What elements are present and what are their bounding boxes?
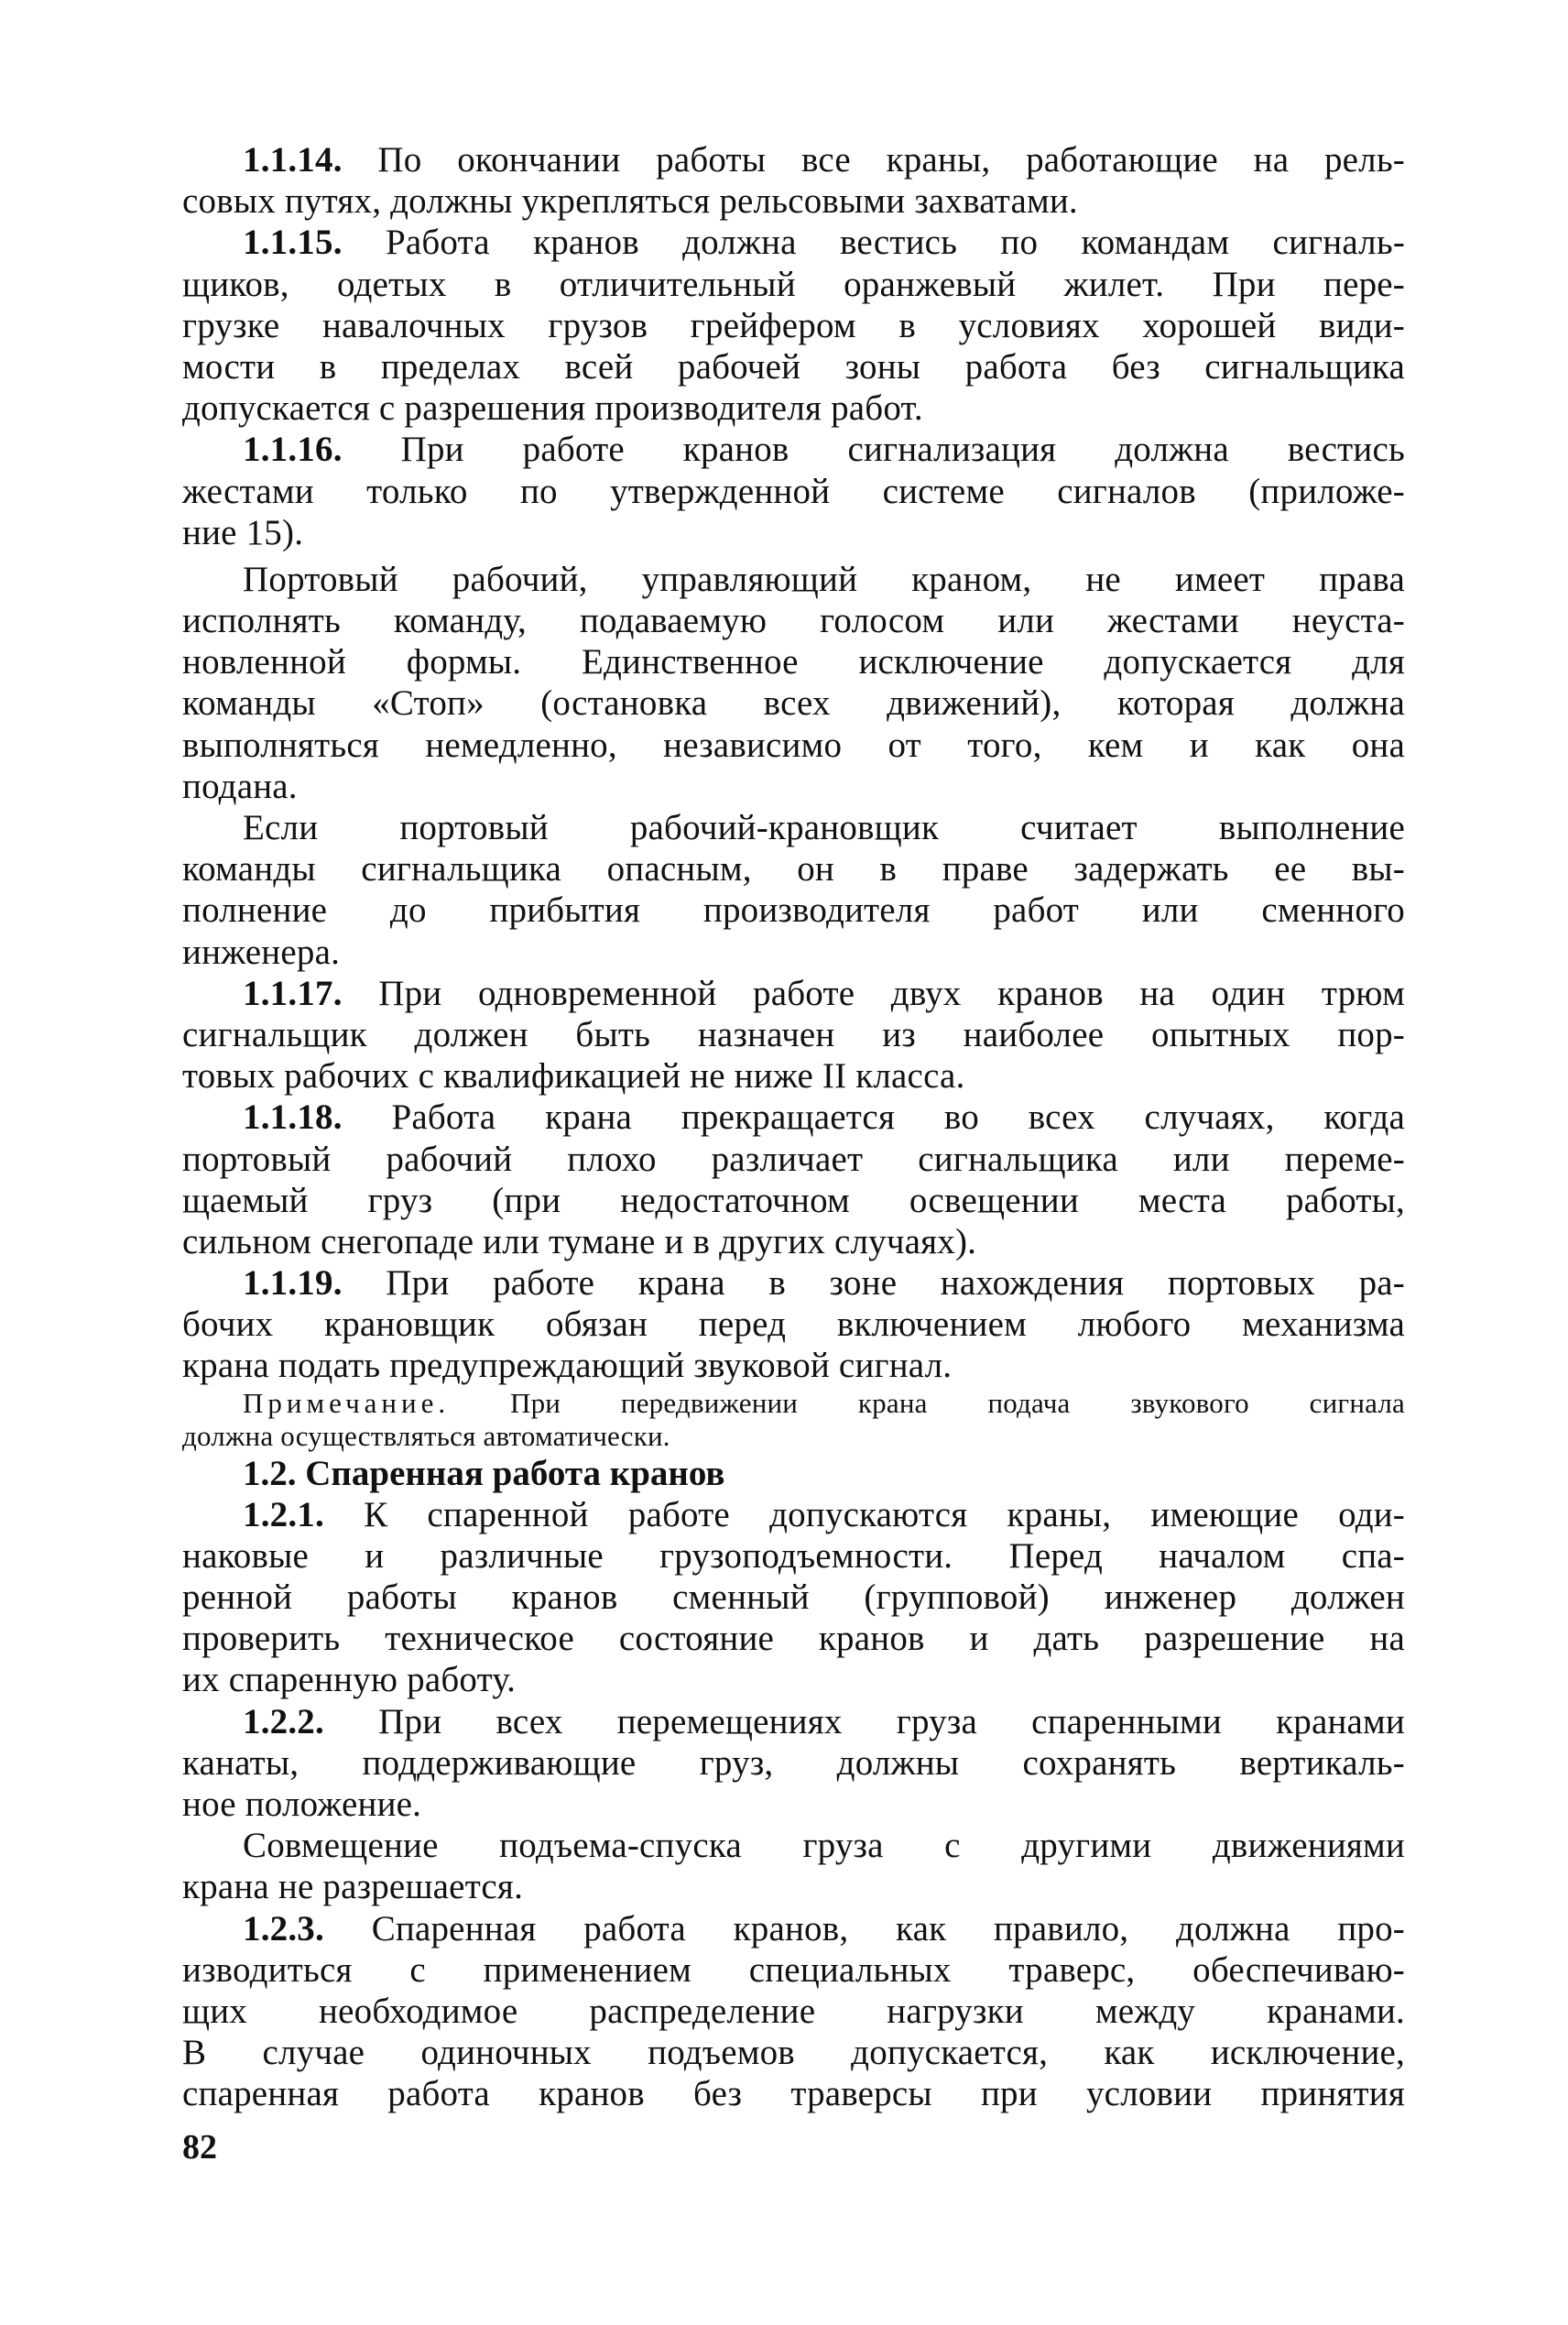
text-line [182, 848, 1405, 890]
clause-number: 1.1.14. [243, 140, 343, 180]
line-text: наковые и различные грузоподъемности. Перед началом спа- [182, 1535, 1405, 1576]
paragraph [182, 1701, 1405, 1826]
line-text: При всех перемещениях груза спаренными кранами [378, 1701, 1406, 1741]
paragraph [182, 807, 1405, 973]
text-line [182, 1304, 1405, 1345]
text-line [182, 973, 1405, 1014]
text-line [182, 1097, 1405, 1138]
text-line [182, 429, 1405, 470]
line-text: По окончании работы все краны, работающие на рель- [377, 140, 1405, 180]
paragraph [182, 1494, 1405, 1701]
clause-number: 1.2.1. [243, 1494, 324, 1534]
text-line [182, 1659, 1405, 1700]
line-text: Если портовый рабочий-крановщик считает выполнение [243, 808, 1405, 847]
line-text: допускается с разрешения производителя работ. [182, 388, 923, 429]
line-text: проверить техническое состояние кранов и дать разрешение на [182, 1619, 1405, 1659]
text-line [182, 1577, 1405, 1618]
line-text: Работа кранов должна вестись по командам сигналь- [385, 223, 1406, 263]
text-line [182, 559, 1405, 600]
note-line: должна осуществляться автоматически. [182, 1419, 670, 1452]
text-line [182, 264, 1405, 305]
text-line [182, 1825, 1405, 1866]
text-line [182, 1618, 1405, 1659]
text-line [182, 1866, 1405, 1907]
text-line [182, 139, 1405, 180]
line-text: Совмещение подъема-спуска груза с другими движениями [243, 1826, 1405, 1866]
clause-number: 1.1.19. [243, 1263, 343, 1304]
line-text: спаренная работа кранов без траверсы при условии принятия [182, 2074, 1405, 2114]
clause-number: 1.2.2. [243, 1701, 324, 1741]
paragraph [182, 429, 1405, 553]
paragraph [182, 1262, 1405, 1387]
line-text: грузке навалочных грузов грейфером в условиях хорошей види- [182, 305, 1405, 345]
line-text: канаты, поддерживающие груз, должны сохранять вертикаль- [182, 1742, 1405, 1783]
line-text: Спаренная работа кранов, как правило, должна про- [371, 1908, 1405, 1948]
text-line [182, 2032, 1405, 2073]
clause-number: 1.1.16. [243, 430, 343, 470]
text-line [182, 766, 1405, 807]
line-text: выполняться немедленно, независимо от того, кем и как она [182, 725, 1405, 765]
line-text: исполнять команду, подаваемую голосом или жестами неуста- [182, 601, 1405, 641]
text-line [182, 1991, 1405, 2032]
text-line [182, 1701, 1405, 1742]
text-line [182, 641, 1405, 682]
clause-number: 1.1.17. [243, 973, 343, 1013]
line-text: При работе крана в зоне нахождения портовых ра- [386, 1263, 1405, 1304]
line-text: инженера. [182, 932, 341, 972]
paragraph [182, 139, 1405, 222]
clause-number: 1.1.18. [243, 1097, 343, 1138]
line-text: сильном снегопаде или тумане и в других случаях). [182, 1221, 977, 1261]
text-line [182, 682, 1405, 724]
text-line [182, 1908, 1405, 1949]
line-text: полнение до прибытия производителя работ или сменного [182, 890, 1405, 931]
page-text [182, 139, 1405, 2114]
line-text: ное положение. [182, 1784, 422, 1824]
note [182, 1387, 1405, 1453]
line-text: команды «Стоп» (остановка всех движений), которая должна [182, 683, 1405, 724]
line-text: новленной формы. Единственное исключение допускается для [182, 642, 1405, 682]
section-heading: 1.2. Спаренная работа кранов [243, 1453, 725, 1493]
line-text: К спаренной работе допускаются краны, имеющие оди- [364, 1494, 1405, 1534]
line-text: мости в пределах всей рабочей зоны работа без сигнальщика [182, 346, 1405, 387]
clause-number: 1.2.3. [243, 1908, 324, 1948]
text-line [182, 1139, 1405, 1180]
text-line [182, 180, 1405, 222]
paragraph [182, 1097, 1405, 1262]
text-line [182, 512, 1405, 553]
line-text: щаемый груз (при недостаточном освещении места работы, [182, 1180, 1405, 1220]
line-text: ние 15). [182, 512, 304, 552]
section-1-1-paragraphs [182, 139, 1405, 1387]
line-text: жестами только по утвержденной системе сигналов (приложе- [182, 471, 1405, 511]
line-text: крана не разрешается. [182, 1867, 524, 1907]
text-line [182, 2073, 1405, 2114]
line-text: ренной работы кранов сменный (групповой) инженер должен [182, 1577, 1405, 1617]
text-line [182, 222, 1405, 263]
line-text: сигнальщик должен быть назначен из наиболее опытных пор- [182, 1014, 1405, 1054]
text-line [182, 725, 1405, 766]
text-line [182, 932, 1405, 973]
line-text: Портовый рабочий, управляющий краном, не имеет права [243, 559, 1405, 599]
text-line [182, 807, 1405, 848]
line-text: крана подать предупреждающий звуковой сигнал. [182, 1346, 953, 1386]
note-text: При передвижении крана подача звукового сигнала [509, 1386, 1405, 1419]
line-text: команды сигнальщика опасным, он в праве задержать ее вы- [182, 849, 1405, 890]
text-line [182, 1494, 1405, 1535]
text-line [182, 1784, 1405, 1825]
text-line [182, 471, 1405, 512]
text-line [182, 1535, 1405, 1577]
text-line [182, 1742, 1405, 1784]
line-text: товых рабочих с квалификацией не ниже II класса. [182, 1056, 965, 1097]
text-line [182, 890, 1405, 931]
section-1-2-paragraphs [182, 1494, 1405, 2115]
text-line [182, 1262, 1405, 1304]
text-line [182, 305, 1405, 346]
note-label: Примечание. [243, 1386, 451, 1419]
line-text: щиков, одетых в отличительный оранжевый жилет. При пере- [182, 264, 1405, 304]
paragraph [182, 1825, 1405, 1907]
page-number: 82 [182, 2128, 217, 2167]
clause-number: 1.1.15. [243, 223, 343, 263]
line-text: бочих крановщик обязан перед включением любого механизма [182, 1304, 1405, 1345]
line-text: Работа крана прекращается во всех случаях, когда [391, 1097, 1406, 1138]
paragraph [182, 973, 1405, 1097]
text-line [182, 1221, 1405, 1262]
text-line [182, 346, 1405, 388]
note-line [182, 1387, 1405, 1420]
line-text: При одновременной работе двух кранов на один трюм [378, 973, 1405, 1013]
text-line [182, 1055, 1405, 1097]
text-line [182, 1345, 1405, 1386]
line-text: совых путях, должны укрепляться рельсовыми захватами. [182, 181, 1078, 222]
text-line [182, 1180, 1405, 1221]
line-text: В случае одиночных подъемов допускается, как исключение, [182, 2033, 1405, 2073]
line-text: портовый рабочий плохо различает сигнальщика или переме- [182, 1139, 1405, 1179]
text-line [182, 600, 1405, 641]
line-text: изводиться с применением специальных траверс, обеспечиваю- [182, 1949, 1405, 1990]
line-text: подана. [182, 766, 298, 806]
paragraph [182, 222, 1405, 429]
text-line [182, 1014, 1405, 1055]
line-text: их спаренную работу. [182, 1660, 517, 1700]
paragraph [182, 553, 1405, 807]
line-text: При работе кранов сигнализация должна вестись [400, 430, 1405, 470]
line-text: щих необходимое распределение нагрузки между кранами. [182, 1991, 1405, 2031]
text-line [182, 1949, 1405, 1991]
text-line [182, 388, 1405, 429]
paragraph [182, 1908, 1405, 2115]
